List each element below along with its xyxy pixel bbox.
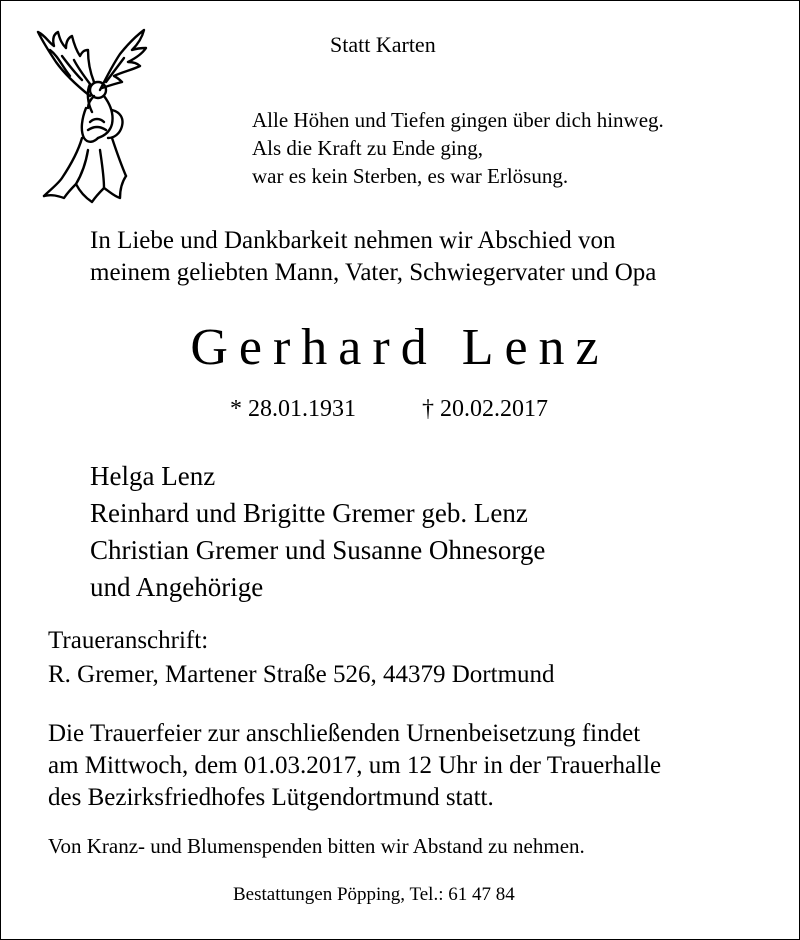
poem <box>252 106 664 190</box>
poem-line: Als die Kraft zu Ende ging, <box>252 136 483 160</box>
birth-date: * 28.01.1931 <box>230 396 356 422</box>
mourner: Helga Lenz <box>90 461 216 491</box>
poem-line: Alle Höhen und Tiefen gingen über dich hinweg. <box>252 108 664 132</box>
intro-text <box>90 225 656 289</box>
header-text: Statt Karten <box>330 32 436 57</box>
angel-icon <box>28 26 158 206</box>
mourner: Christian Gremer und Susanne Ohnesorge <box>90 535 546 565</box>
intro-line: meinem geliebten Mann, Vater, Schwiegervater und Opa <box>90 259 657 286</box>
poem-line: war es kein Sterben, es war Erlösung. <box>252 164 569 188</box>
funeral-home-footer: Bestattungen Pöpping, Tel.: 61 47 84 <box>233 884 515 905</box>
address-value: R. Gremer, Martener Straße 526, 44379 Dortmund <box>48 661 555 688</box>
ceremony-line: am Mittwoch, dem 01.03.2017, um 12 Uhr in der Trauerhalle <box>48 752 662 779</box>
mourners-list <box>90 458 545 606</box>
mourner: Reinhard und Brigitte Gremer geb. Lenz <box>90 498 528 528</box>
ceremony-line: Die Trauerfeier zur anschließenden Urnenbeisetzung findet <box>48 720 641 747</box>
deceased-name: Gerhard Lenz <box>190 319 610 376</box>
flowers-request: Von Kranz- und Blumenspenden bitten wir Abstand zu nehmen. <box>48 834 585 858</box>
death-date: † 20.02.2017 <box>422 396 548 422</box>
ceremony-details <box>48 718 661 814</box>
mourner: und Angehörige <box>90 572 264 602</box>
ceremony-line: des Bezirksfriedhofes Lütgendortmund statt. <box>48 784 494 811</box>
intro-line: In Liebe und Dankbarkeit nehmen wir Abschied von <box>90 227 616 254</box>
mourning-address <box>48 624 555 692</box>
address-label: Traueranschrift: <box>48 627 209 654</box>
